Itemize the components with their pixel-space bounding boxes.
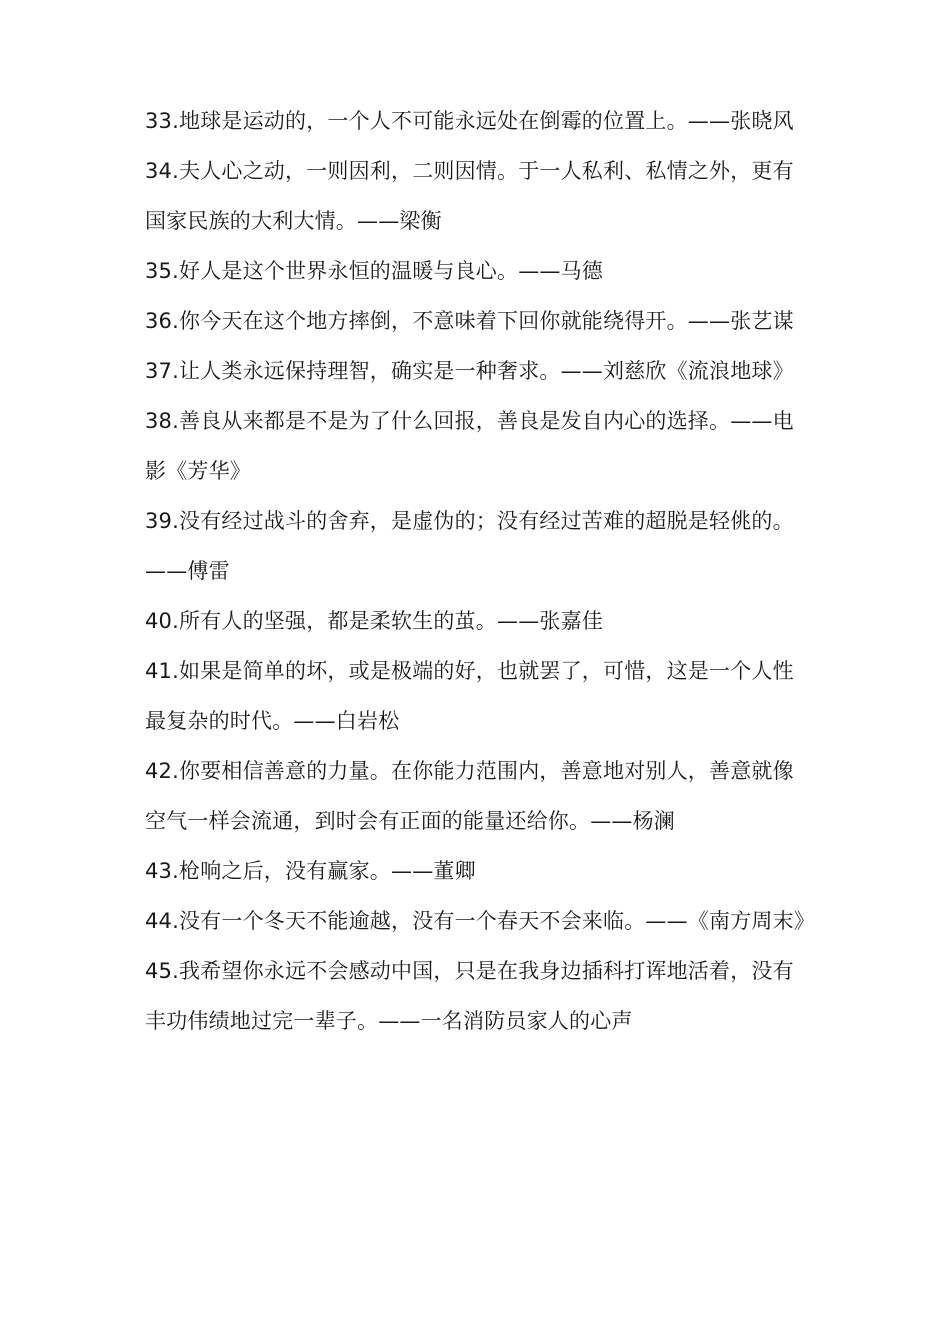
quote-34: 34.夫人心之动，一则因利，二则因情。于一人私利、私情之外，更有国家民族的大利大情。——梁衡 [145, 159, 794, 233]
quote-35: 35.好人是这个世界永恒的温暖与良心。——马德 [145, 259, 603, 283]
quote-44: 44.没有一个冬天不能逾越，没有一个春天不会来临。——《南方周末》 [145, 909, 815, 933]
quote-45: 45.我希望你永远不会感动中国，只是在我身边插科打诨地活着，没有丰功伟绩地过完一辈子。——一名消防员家人的心声 [145, 959, 794, 1033]
quote-36: 36.你今天在这个地方摔倒，不意味着下回你就能绕得开。——张艺谋 [145, 309, 794, 333]
quote-37: 37.让人类永远保持理智，确实是一种奢求。——刘慈欣《流浪地球》 [145, 359, 794, 383]
quote-43: 43.枪响之后，没有赢家。——董卿 [145, 859, 476, 883]
quote-33: 33.地球是运动的，一个人不可能永远处在倒霉的位置上。——张晓风 [145, 109, 794, 133]
quote-list [145, 96, 815, 1046]
quote-40: 40.所有人的坚强，都是柔软生的茧。——张嘉佳 [145, 609, 603, 633]
quote-39: 39.没有经过战斗的舍弃，是虚伪的；没有经过苦难的超脱是轻佻的。——傅雷 [145, 509, 794, 583]
quote-41: 41.如果是简单的坏，或是极端的好，也就罢了，可惜，这是一个人性最复杂的时代。——白岩松 [145, 659, 794, 733]
quote-42: 42.你要相信善意的力量。在你能力范围内，善意地对别人，善意就像空气一样会流通，到时会有正面的能量还给你。——杨澜 [145, 759, 794, 833]
quote-38: 38.善良从来都是不是为了什么回报，善良是发自内心的选择。——电影《芳华》 [145, 409, 794, 483]
